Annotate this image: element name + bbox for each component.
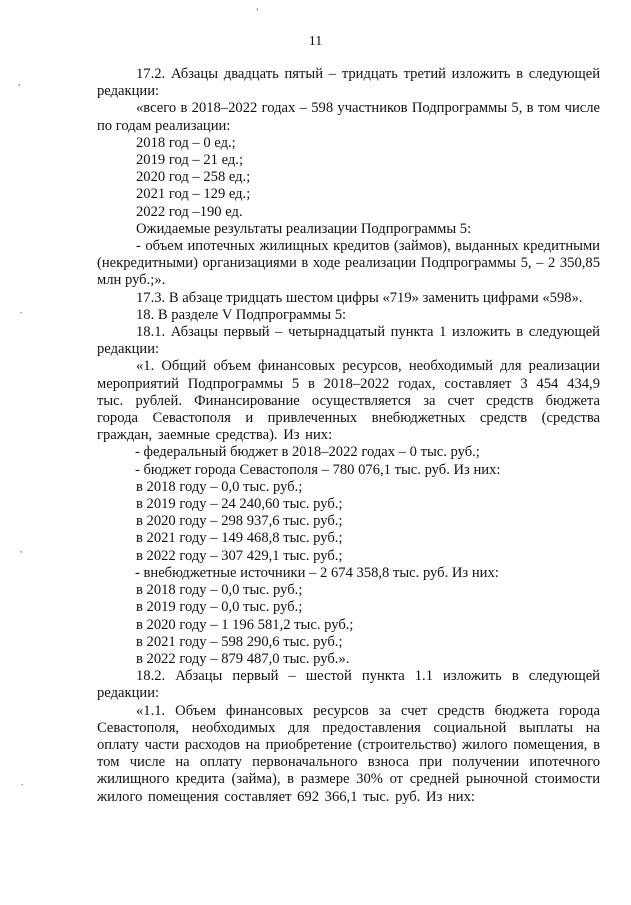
scan-speck: , [20, 544, 23, 554]
scan-speck: , [18, 77, 21, 87]
scan-speck: . [21, 777, 24, 787]
paragraph: 17.3. В абзаце тридцать шестом цифры «719» заменить цифрами «598». [136, 289, 583, 306]
list-item: в 2021 году – 598 290,6 тыс. руб.; [136, 633, 343, 650]
paragraph: «всего в 2018–2022 годах – 598 участников Подпрограммы 5, в том числе по годам реализации: [97, 100, 600, 134]
page-number: 11 [308, 34, 323, 49]
paragraph: «1. Общий объем финансовых ресурсов, необходимый для реализации мероприятий Подпрограммы 5 в 2018–2022 годах, составляет 3 454 434,9 тыс. рублей. Финансирование осуществляется за счет средств бюджета города Севастополя и привлеченных внебюджетных средств (средства граждан, заемные средства). Из них: [97, 358, 600, 444]
list-item: в 2019 году – 0,0 тыс. руб.; [136, 599, 303, 616]
list-item: 2022 год –190 ед. [136, 203, 243, 220]
document-body [97, 66, 600, 806]
list-item: 2021 год – 129 ед.; [136, 186, 251, 203]
list-item: в 2021 году – 149 468,8 тыс. руб.; [136, 530, 343, 547]
list-item: 2019 год – 21 ед.; [136, 152, 244, 169]
list-item: в 2020 году – 298 937,6 тыс. руб.; [136, 513, 343, 530]
list-item: в 2019 году – 24 240,60 тыс. руб.; [136, 496, 343, 513]
list-item: - внебюджетные источники – 2 674 358,8 тыс. руб. Из них: [135, 564, 499, 581]
list-item: 2020 год – 258 ед.; [136, 169, 251, 186]
list-item: в 2018 году – 0,0 тыс. руб.; [136, 582, 303, 599]
list-item: в 2018 году – 0,0 тыс. руб.; [136, 478, 303, 495]
list-item: - федеральный бюджет в 2018–2022 годах – 0 тыс. руб.; [135, 444, 480, 461]
list-item: в 2022 году – 879 487,0 тыс. руб.». [136, 650, 350, 667]
paragraph: Ожидаемые результаты реализации Подпрограммы 5: [136, 220, 472, 237]
scan-speck: ’ [256, 7, 259, 17]
list-item: 2018 год – 0 ед.; [136, 134, 236, 151]
paragraph: 18. В разделе V Подпрограммы 5: [136, 306, 347, 323]
paragraph: «1.1. Объем финансовых ресурсов за счет средств бюджета города Севастополя, необходимых для предоставления социальной выплаты на оплату части расходов на приобретение (строительство) жилого помещения, в том числе на оплату первоначального взноса при получении ипотечного жилищного кредита (займа), в размере 30% от средней рыночной стоимости жилого помещения составляет 692 366,1 тыс. руб. Из них: [97, 702, 600, 805]
paragraph: 18.2. Абзацы первый – шестой пункта 1.1 изложить в следующей редакции: [97, 668, 600, 702]
list-item: в 2022 году – 307 429,1 тыс. руб.; [136, 547, 343, 564]
paragraph: 18.1. Абзацы первый – четырнадцатый пункта 1 изложить в следующей редакции: [97, 324, 600, 358]
list-item: - бюджет города Севастополя – 780 076,1 тыс. руб. Из них: [135, 461, 501, 478]
scan-speck: . [20, 305, 23, 315]
list-item: в 2020 году – 1 196 581,2 тыс. руб.; [136, 616, 354, 633]
paragraph: - объем ипотечных жилищных кредитов (займов), выданных кредитными (некредитными) организациями в ходе реализации Подпрограммы 5, – 2 350,85 млн руб.;». [97, 238, 600, 289]
paragraph: 17.2. Абзацы двадцать пятый – тридцать третий изложить в следующей редакции: [97, 66, 600, 100]
